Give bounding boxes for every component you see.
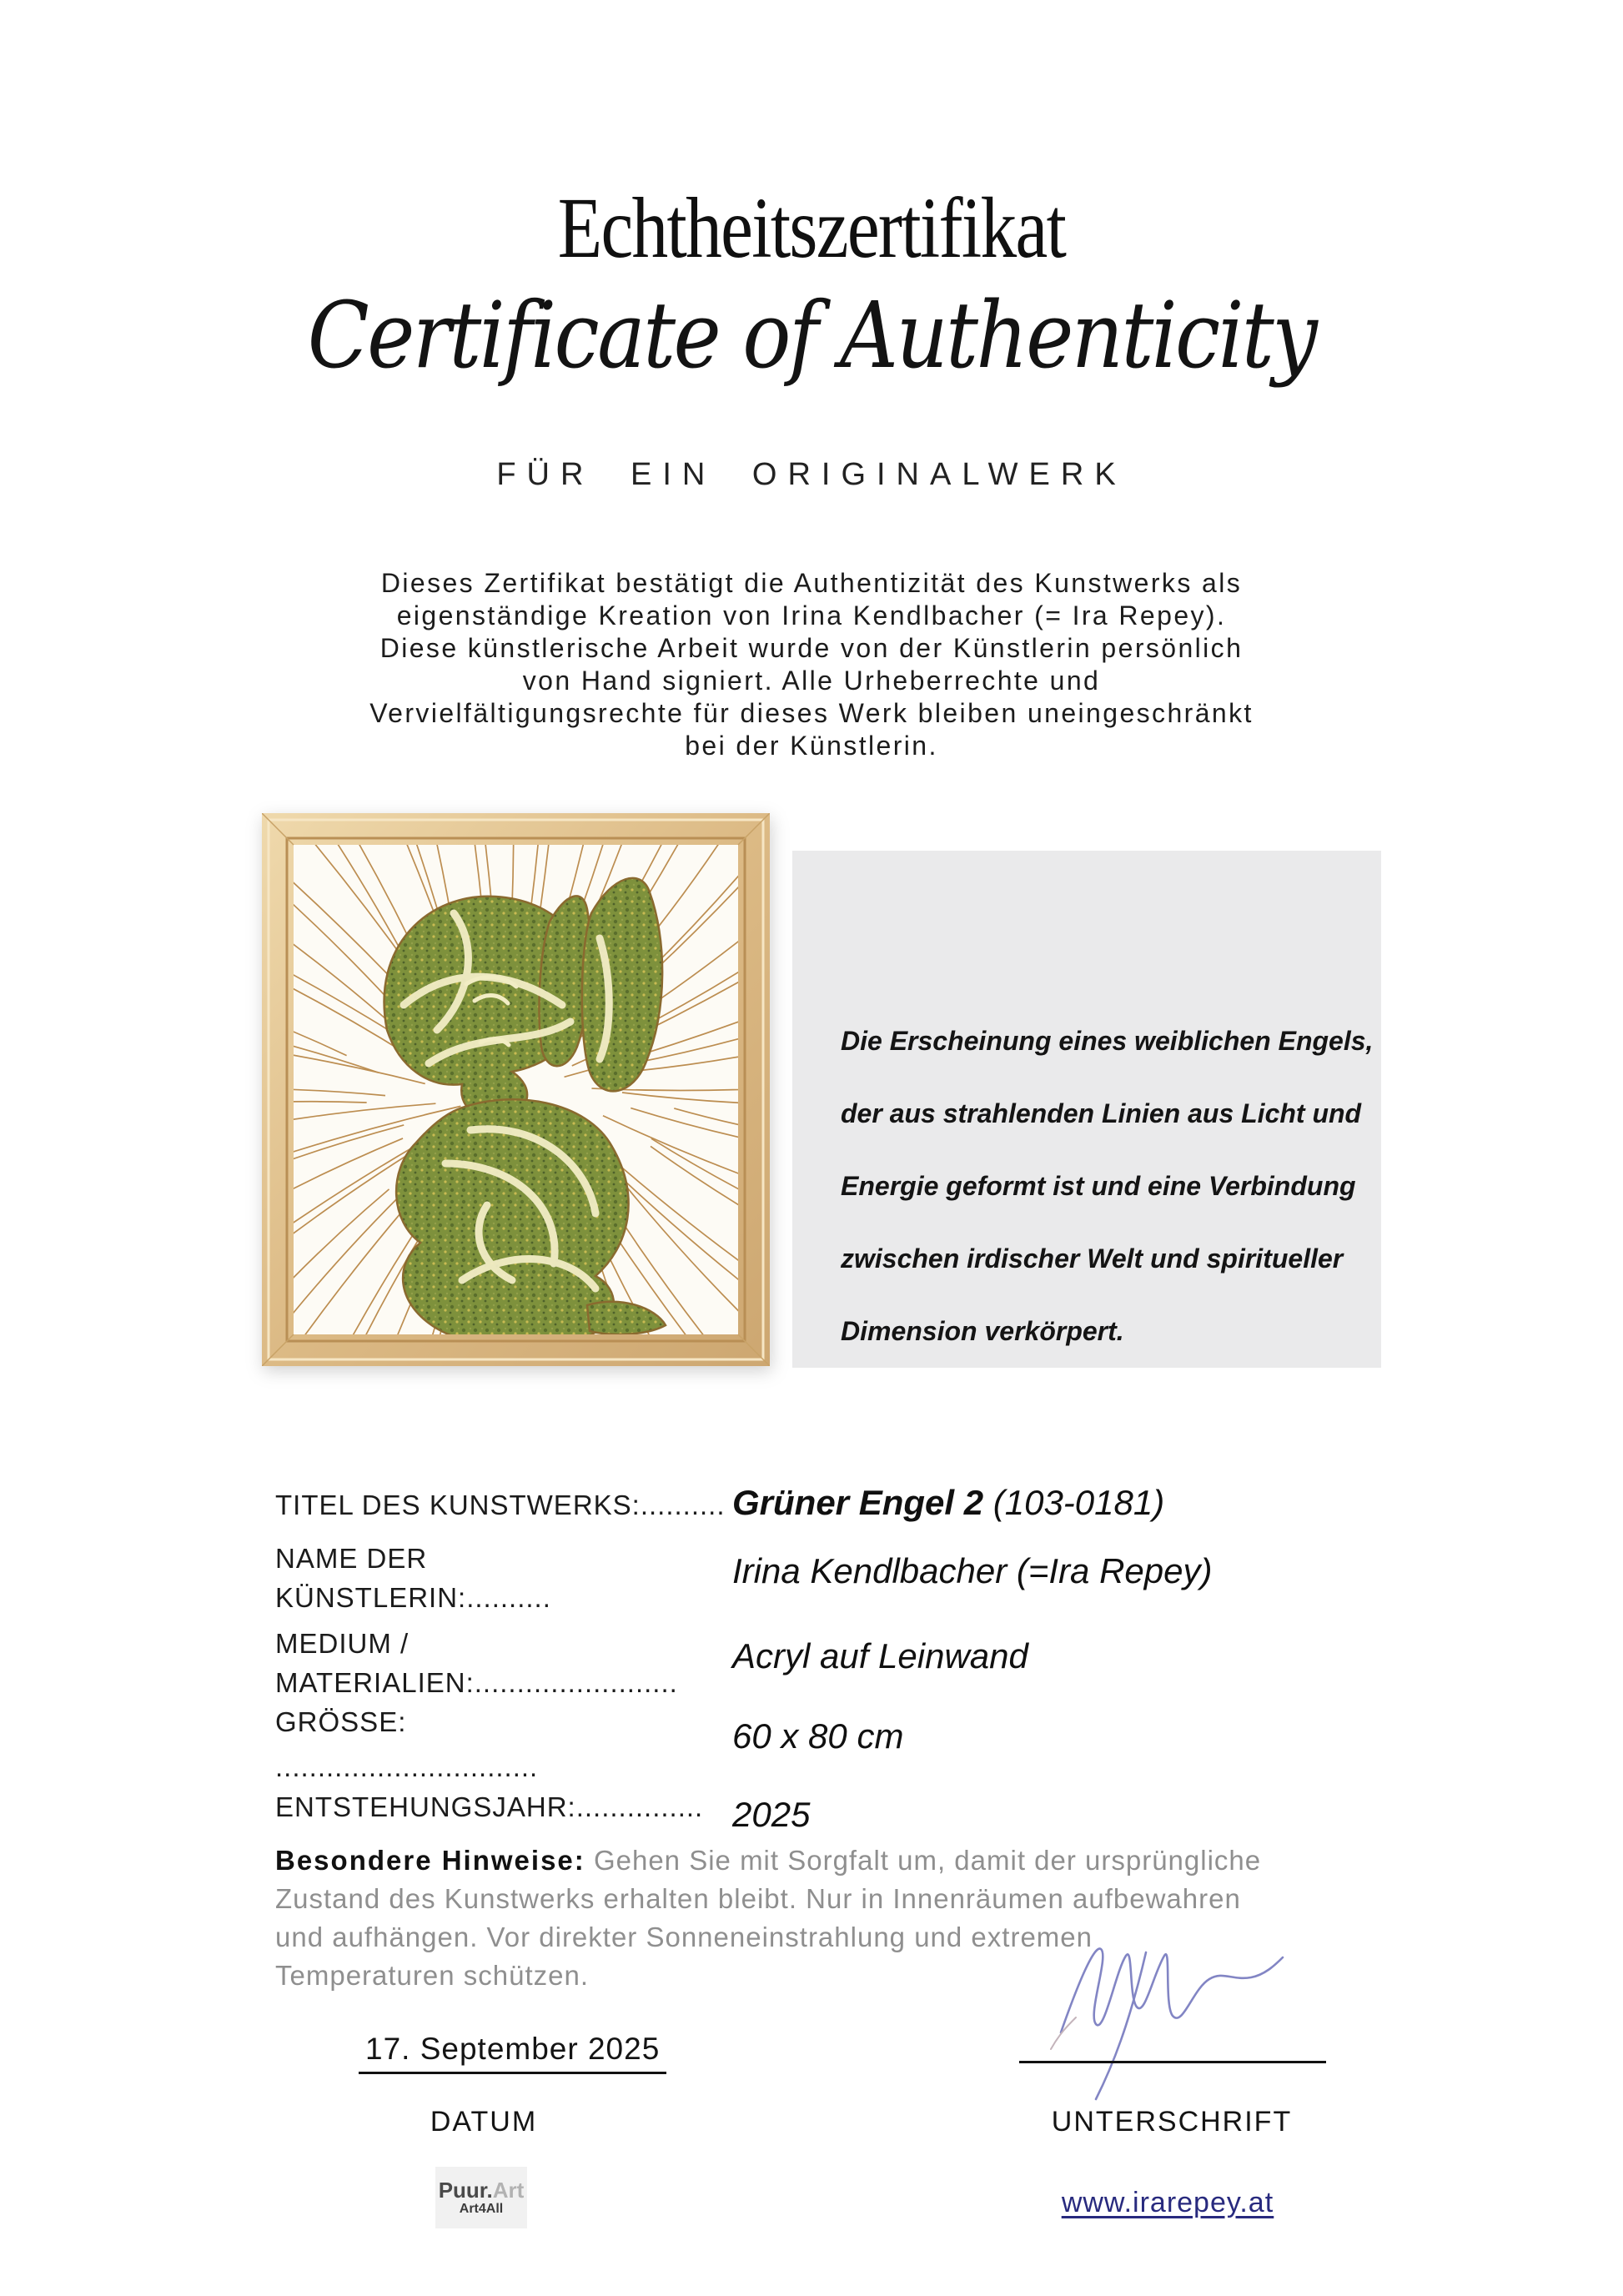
intro-line: Diese künstlerische Arbeit wurde von der Künstlerin persönlich xyxy=(379,633,1244,663)
field-value-artist: Irina Kendlbacher (=Ira Repey) xyxy=(732,1551,1213,1590)
intro-line: von Hand signiert. Alle Urheberrechte und xyxy=(522,666,1101,696)
intro-line: Vervielfältigungsrechte für dieses Werk bleiben uneingeschränkt xyxy=(369,698,1254,728)
description-line: zwischen irdischer Welt und spiritueller xyxy=(841,1243,1344,1274)
field-label-size-dots: ............................... xyxy=(275,1751,539,1782)
notes-line: Zustand des Kunstwerks erhalten bleibt. Nur in Innenräumen aufbewahren xyxy=(275,1883,1241,1914)
title-english-script: Certificate of Authenticity xyxy=(307,282,1316,389)
artwork-title: Grüner Engel 2 xyxy=(732,1483,984,1522)
date-value: 17. September 2025 xyxy=(359,2032,666,2074)
field-value-size: 60 x 80 cm xyxy=(732,1716,904,1756)
logo-wordmark: Puur.Art xyxy=(438,2178,525,2203)
website-link[interactable]: www.irarepey.at xyxy=(1061,2187,1274,2218)
field-value-title xyxy=(732,1483,1164,1523)
field-label-artist-1: NAME DER xyxy=(275,1543,428,1574)
description-line: Dimension verkörpert. xyxy=(841,1316,1124,1346)
description-line: der aus strahlenden Linien aus Licht und xyxy=(841,1098,1362,1128)
intro-line: Dieses Zertifikat bestätigt die Authentizität des Kunstwerks als xyxy=(380,568,1243,598)
title-german: Echtheitszertifikat xyxy=(557,180,1066,276)
artwork-number: (103-0181) xyxy=(983,1483,1165,1522)
field-label-medium-1: MEDIUM / xyxy=(275,1628,410,1659)
notes-line: Besondere Hinweise: Gehen Sie mit Sorgfalt um, damit der ursprüngliche xyxy=(275,1845,1262,1876)
description-box xyxy=(792,851,1381,1368)
signature-line xyxy=(1019,2061,1326,2063)
date-block xyxy=(359,2032,659,2074)
field-label-year: ENTSTEHUNGSJAHR:............... xyxy=(275,1791,704,1822)
field-label-size: GRÖSSE: xyxy=(275,1706,407,1737)
intro-line: eigenständige Kreation von Irina Kendlbacher (= Ira Repey). xyxy=(396,600,1227,631)
date-label: DATUM xyxy=(430,2106,538,2138)
intro-paragraph xyxy=(0,567,1623,762)
notes-lead: Besondere Hinweise: xyxy=(275,1845,585,1876)
notes-line: Temperaturen schützen. xyxy=(275,1960,590,1991)
intro-line: bei der Künstlerin. xyxy=(685,731,938,761)
field-label-title: TITEL DES KUNSTWERKS:.......... xyxy=(275,1490,726,1520)
description-line: Energie geformt ist und eine Verbindung xyxy=(841,1171,1356,1201)
notes-line: und aufhängen. Vor direkter Sonneneinstrahlung und extremen xyxy=(275,1922,1093,1952)
description-line: Die Erscheinung eines weiblichen Engels, xyxy=(841,1026,1374,1056)
website-link-wrap xyxy=(1026,2187,1309,2219)
field-value-medium: Acryl auf Leinwand xyxy=(732,1636,1028,1676)
subtitle-originalwerk: FÜR EIN ORIGINALWERK xyxy=(496,457,1127,492)
field-label-artist-2: KÜNSTLERIN:.......... xyxy=(275,1582,551,1613)
field-value-year: 2025 xyxy=(732,1795,811,1834)
artwork-photo xyxy=(262,813,770,1366)
field-label-medium-2: MATERIALIEN:........................ xyxy=(275,1667,678,1698)
signature-image xyxy=(1044,1906,1328,2106)
puurart-logo xyxy=(435,2167,527,2228)
signature-label: UNTERSCHRIFT xyxy=(1051,2106,1293,2138)
artwork-image xyxy=(262,813,770,1366)
logo-tagline: Art4All xyxy=(459,2202,504,2216)
